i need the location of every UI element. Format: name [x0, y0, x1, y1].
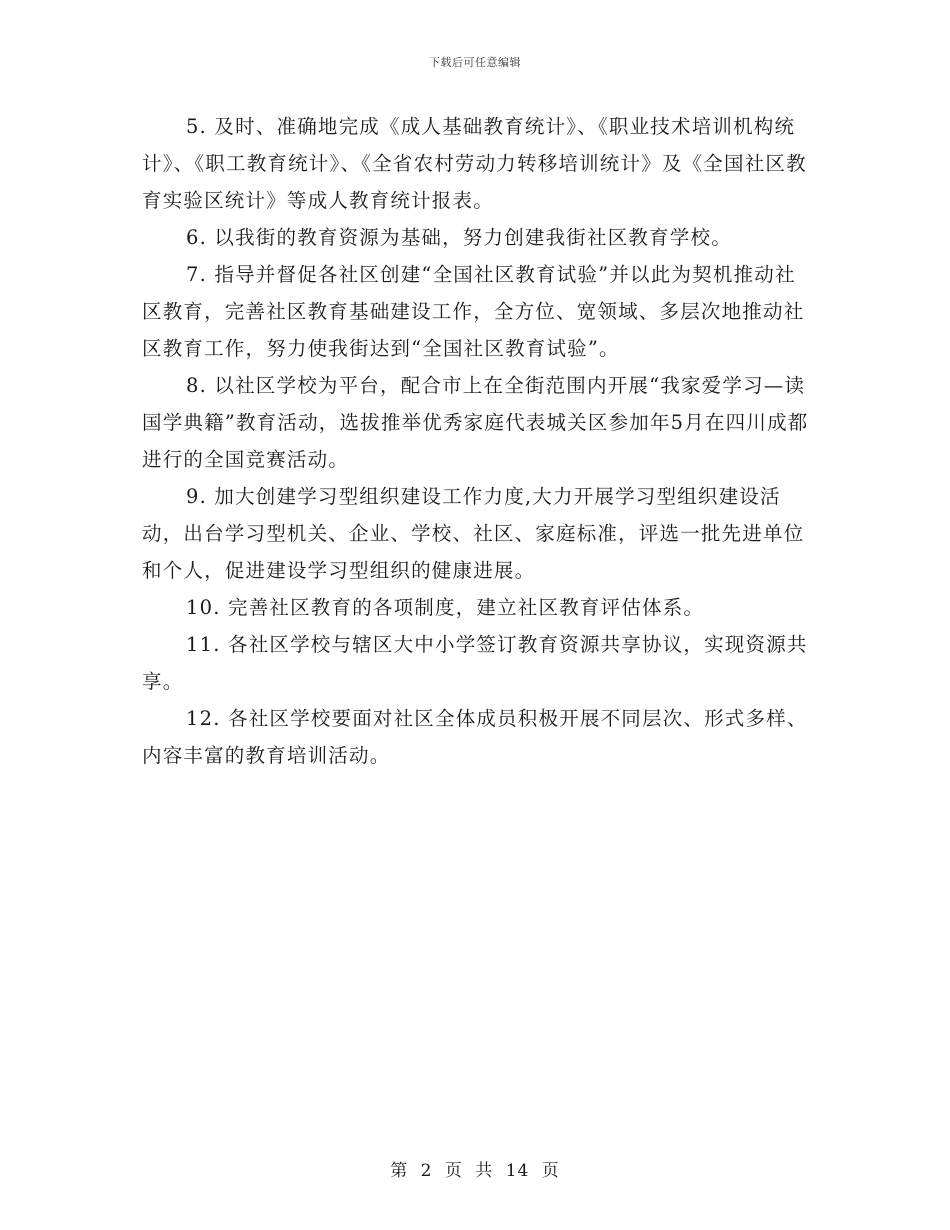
page-header: 下载后可任意编辑	[429, 56, 521, 69]
paragraph-item-11: 11. 各社区学校与辖区大中小学签订教育资源共享协议，实现资源共享。	[142, 633, 808, 693]
document-body	[142, 108, 812, 774]
paragraph-item-10: 10. 完善社区教育的各项制度，建立社区教育评估体系。	[186, 596, 705, 619]
paragraph-item-12: 12. 各社区学校要面对社区全体成员积极开展不同层次、形式多样、内容丰富的教育培训活动。	[142, 707, 808, 767]
paragraph-item-7: 7. 指导并督促各社区创建“全国社区教育试验”并以此为契机推动社区教育，完善社区教育基础建设工作，全方位、宽领域、多层次地推动社区教育工作，努力使我街达到“全国社区教育试验”。	[142, 263, 805, 360]
paragraph-item-8: 8. 以社区学校为平台，配合市上在全街范围内开展“我家爱学习—读国学典籍”教育活动，选拔推举优秀家庭代表城关区参加年5月在四川成都进行的全国竞赛活动。	[142, 374, 809, 471]
paragraph-item-9: 9. 加大创建学习型组织建设工作力度,大力开展学习型组织建设活动，出台学习型机关、企业、学校、社区、家庭标准，评选一批先进单位和个人，促进建设学习型组织的健康进展。	[142, 485, 805, 582]
paragraph-item-6: 6. 以我街的教育资源为基础，努力创建我街社区教育学校。	[186, 226, 732, 249]
paragraph-item-5: 5. 及时、准确地完成《成人基础教育统计》、《职业技术培训机构统计》、《职工教育统计》、《全省农村劳动力转移培训统计》及《全国社区教育实验区统计》等成人教育统计报表。	[142, 115, 807, 212]
page-footer: 第 2 页 共 14 页	[390, 1161, 560, 1181]
